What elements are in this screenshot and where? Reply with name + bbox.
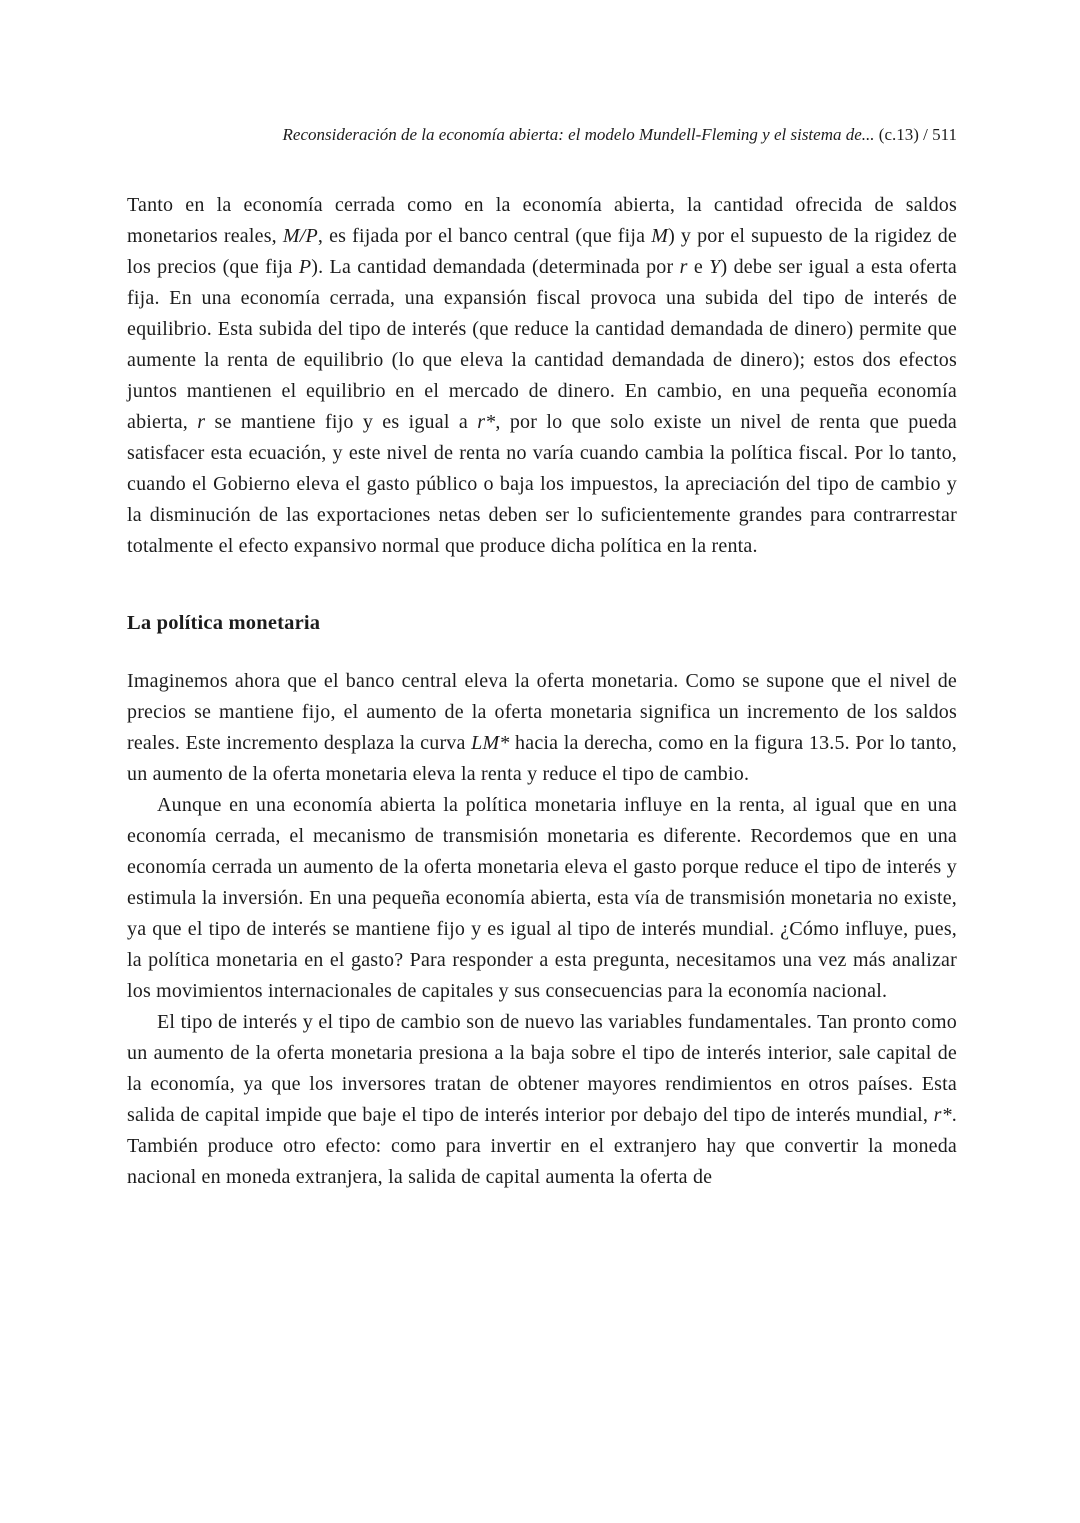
- running-header-title: Reconsideración de la economía abierta: el modelo Mundell-Fleming y el sistema de...: [282, 125, 875, 144]
- text-segment: r: [197, 411, 206, 433]
- page-content: [127, 190, 957, 1193]
- text-segment: , por lo que solo existe un nivel de renta que pueda satisfacer esta ecuación, y este nivel de renta no varía cuando cambia la política fiscal. Por lo tanto, cuando el Gobierno eleva el gasto público o baja los impuestos, la apreciación del tipo de cambio y la disminución de las exportaciones netas deben ser lo suficientemente grandes para contrarrestar totalmente el efecto expansivo normal que produce dicha política en la renta.: [127, 411, 957, 557]
- text-segment: , es fijada por el banco central (que fija: [317, 225, 652, 247]
- page-number: (c.13) / 511: [874, 125, 957, 144]
- text-segment: e: [687, 256, 710, 278]
- text-segment: M: [651, 225, 669, 247]
- text-segment: r*: [477, 411, 496, 433]
- text-segment: ) debe ser igual a esta oferta fija. En una economía cerrada, una expansión fiscal provoca una subida del tipo de interés de equilibrio. Esta subida del tipo de interés (que reduce la cantidad demandada de dinero) permite que aumente la renta de equilibrio (lo que eleva la cantidad demandada de dinero); estos dos efectos juntos mantienen el equilibrio en el mercado de dinero. En cambio, en una pequeña economía abierta,: [127, 256, 958, 433]
- text-segment: M/P: [282, 225, 318, 247]
- text-segment: Imaginemos ahora que el banco central eleva la oferta monetaria. Como se supone que el nivel de precios se mantiene fijo, el aumento de la oferta monetaria significa un incremento de los saldos reales. Este incremento desplaza la curva: [127, 670, 957, 754]
- text-segment: P: [298, 256, 312, 278]
- text-segment: ) y por el supuesto de la rigidez de los precios (que fija: [127, 225, 957, 278]
- section-heading: La política monetaria: [127, 612, 321, 634]
- text-segment: se mantiene fijo y es igual a: [205, 411, 478, 433]
- text-segment: LM*: [471, 732, 510, 754]
- paragraph-monetary-policy-intro: [127, 666, 957, 790]
- text-segment: hacia la derecha, como en la figura 13.5. Por lo tanto, un aumento de la oferta monetaria eleva la renta y reduce el tipo de cambio.: [127, 732, 957, 785]
- text-segment: r: [679, 256, 688, 278]
- text-segment: Aunque en una economía abierta la política monetaria influye en la renta, al igual que en una economía cerrada, el mecanismo de transmisión monetaria es diferente. Recordemos que en una economía cerrada un aumento de la oferta monetaria eleva el gasto porque reduce el tipo de interés y estimula la inversión. En una pequeña economía abierta, esta vía de transmisión monetaria no existe, ya que el tipo de interés se mantiene fijo y es igual al tipo de interés mundial. ¿Cómo influye, pues, la política monetaria en el gasto? Para responder a esta pregunta, necesitamos una vez más analizar los movimientos internacionales de capitales y sus consecuencias para la economía nacional.: [127, 794, 957, 1002]
- text-segment: Tanto en la economía cerrada como en la economía abierta, la cantidad ofrecida de saldos monetarios reales,: [127, 194, 957, 247]
- paragraph-transmission-mechanism: [127, 790, 957, 1007]
- paragraph-fiscal-policy: [127, 190, 957, 562]
- text-segment: El tipo de interés y el tipo de cambio son de nuevo las variables fundamentales. Tan pronto como un aumento de la oferta monetaria presiona a la baja sobre el tipo de interés interior, sale capital de la economía, ya que los inversores tratan de obtener mayores rendimientos en otros países. Esta salida de capital impide que baje el tipo de interés interior por debajo del tipo de interés mundial,: [127, 1011, 957, 1126]
- running-header: [127, 124, 957, 146]
- text-segment: . También produce otro efecto: como para invertir en el extranjero hay que convertir la moneda nacional en moneda extranjera, la salida de capital aumenta la oferta de: [127, 1104, 957, 1188]
- paragraph-interest-exchange-rates: [127, 1007, 957, 1193]
- text-segment: Y: [709, 256, 721, 278]
- text-segment: ). La cantidad demandada (determinada por: [311, 256, 680, 278]
- text-segment: r*: [933, 1104, 952, 1126]
